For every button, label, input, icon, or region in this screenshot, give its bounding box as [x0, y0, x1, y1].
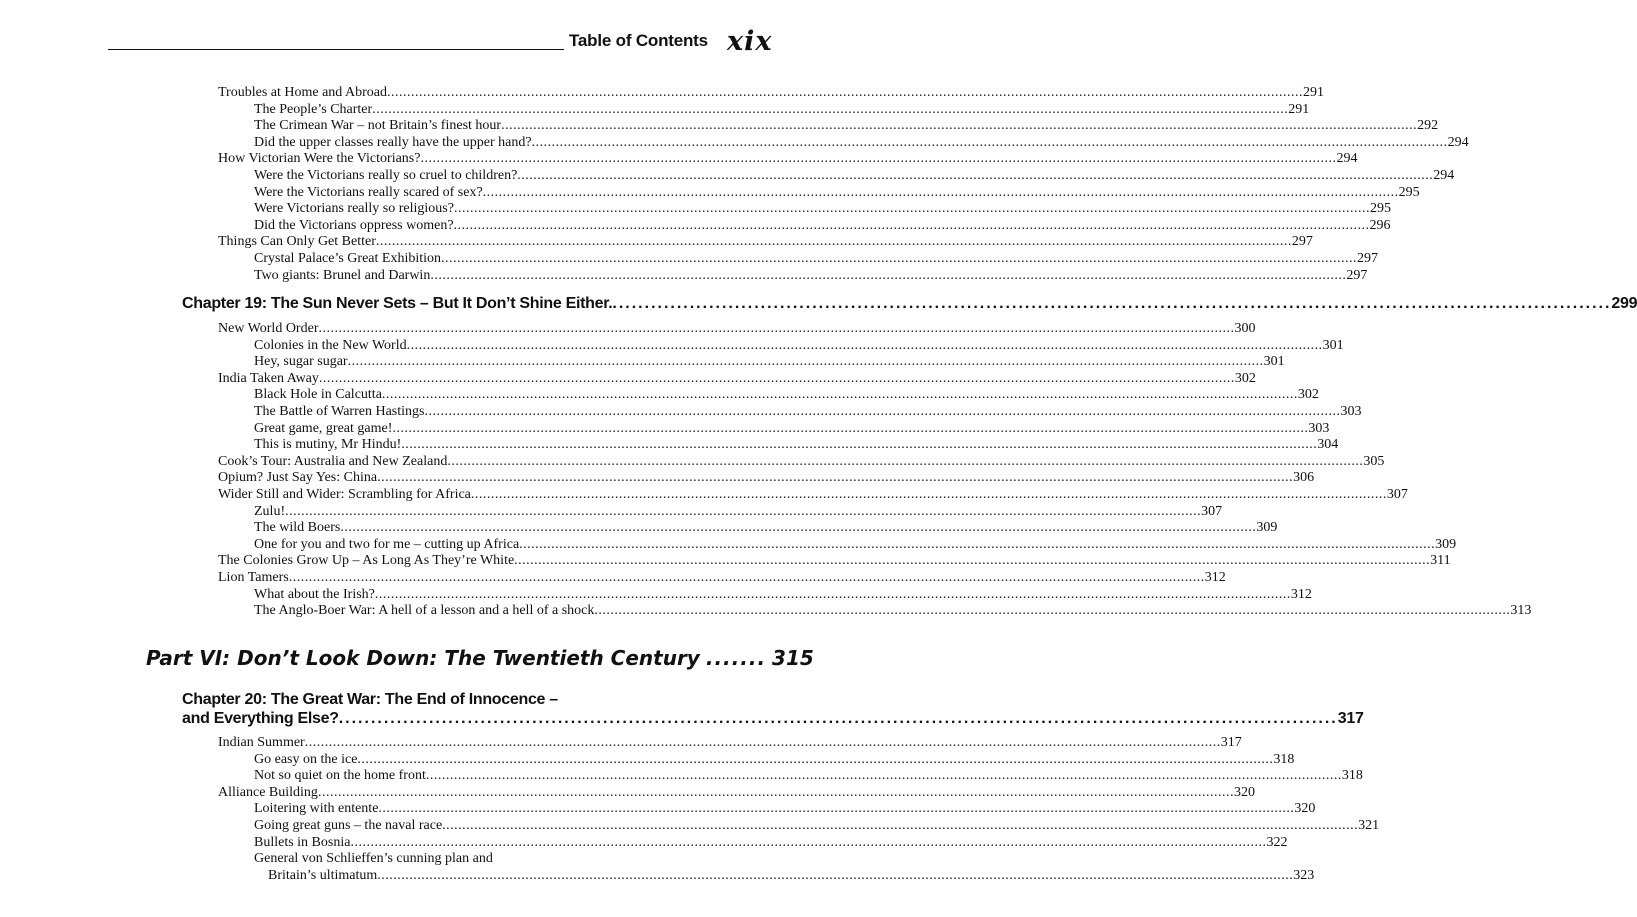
entry-page: 305 — [1363, 453, 1385, 469]
entry-page: 309 — [1435, 536, 1457, 552]
toc-entry[interactable] — [254, 184, 1420, 202]
entry-title: Zulu! — [254, 503, 286, 519]
entry-page: 296 — [1369, 217, 1391, 233]
chapter-20-heading-line2[interactable] — [182, 710, 1364, 728]
entry-title: Bullets in Bosnia — [254, 834, 351, 850]
entry-title: The wild Boers — [254, 520, 341, 536]
page-folio: xix — [727, 26, 773, 57]
entry-page: 309 — [1256, 520, 1278, 536]
entry-page: 295 — [1398, 184, 1420, 200]
toc-entry[interactable] — [254, 420, 1330, 438]
toc-entry[interactable] — [218, 321, 1256, 338]
toc-entry[interactable] — [254, 818, 1380, 835]
entry-title: Crystal Palace’s Great Exhibition — [254, 251, 442, 266]
entry-title: Going great guns – the naval race — [254, 818, 443, 833]
chapter-title: Chapter 19: The Sun Never Sets – But It Don’t Shine Either. — [182, 295, 613, 312]
entry-title: Hey, sugar sugar — [254, 354, 348, 370]
chapter-19-heading[interactable] — [182, 295, 1637, 313]
entry-title: Lion Tamers — [218, 570, 289, 585]
entry-title: The People’s Charter — [254, 101, 373, 117]
entry-title: India Taken Away — [218, 370, 319, 386]
part-6-heading[interactable] — [146, 646, 814, 670]
entry-page: 297 — [1357, 251, 1379, 266]
toc-entry[interactable] — [254, 834, 1288, 852]
entry-title: Alliance Building — [218, 784, 318, 800]
entry-title: Loitering with entente — [254, 801, 379, 817]
entry-page: 301 — [1322, 337, 1344, 353]
entry-title: Go easy on the ice — [254, 751, 358, 767]
chapter-page: 299 — [1611, 295, 1637, 312]
toc-entry[interactable] — [254, 267, 1368, 285]
entry-page: 311 — [1430, 553, 1451, 569]
toc-entry[interactable] — [218, 553, 1451, 570]
toc-entry[interactable] — [254, 101, 1310, 119]
toc-entry[interactable] — [254, 168, 1455, 185]
entry-title: The Colonies Grow Up – As Long As They’re White — [218, 553, 515, 569]
toc-entry[interactable] — [254, 751, 1295, 769]
entry-page: 307 — [1386, 487, 1408, 502]
entry-page: 304 — [1317, 437, 1339, 453]
entry-title: Did the Victorians oppress women? — [254, 217, 454, 233]
toc-entry-schlieffen-line2[interactable]: Britain’s ultimatum ..... 323 — [268, 868, 690, 885]
entry-page: 306 — [1293, 470, 1315, 486]
toc-entry[interactable] — [218, 784, 1255, 802]
entry-page: 318 — [1273, 751, 1295, 767]
entry-page: 317 — [1220, 735, 1242, 750]
toc-entry[interactable] — [218, 85, 1325, 102]
entry-title: Were Victorians really so religious? — [254, 201, 454, 217]
part-leader-dots: ....... — [705, 646, 767, 670]
part-page: 315 — [772, 646, 814, 670]
entry-page: 291 — [1288, 101, 1310, 117]
toc-entry[interactable] — [218, 487, 1408, 504]
toc-entry[interactable] — [254, 520, 1278, 537]
entry-page: 312 — [1204, 570, 1226, 585]
toc-entry[interactable] — [218, 234, 1313, 251]
entry-page: 320 — [1294, 801, 1316, 817]
chapter-title-continued: and Everything Else? — [182, 710, 339, 727]
entry-page: 295 — [1369, 201, 1391, 217]
entry-page: 313 — [1510, 603, 1532, 619]
part-title: Part VI: Don’t Look Down: The Twentieth Century — [146, 646, 700, 670]
entry-page: 321 — [1358, 818, 1380, 833]
chapter-page: 317 — [1337, 710, 1364, 727]
entry-page: 297 — [1291, 234, 1313, 250]
entry-title: This is mutiny, Mr Hindu! — [254, 437, 402, 453]
toc-entry[interactable] — [254, 404, 1362, 421]
entry-title: Great game, great game! — [254, 420, 393, 436]
toc-entry[interactable] — [218, 570, 1226, 587]
toc-entry[interactable] — [218, 735, 1242, 752]
entry-title: The Crimean War – not Britain’s finest hour — [254, 118, 502, 134]
toc-entry[interactable] — [254, 768, 1363, 785]
entry-page: 307 — [1201, 503, 1223, 519]
entry-title: Did the upper classes really have the upper hand? — [254, 134, 532, 150]
toc-entry[interactable] — [218, 470, 1315, 487]
entry-title: One for you and two for me – cutting up Africa — [254, 536, 520, 552]
toc-entry[interactable] — [218, 453, 1385, 471]
toc-entry[interactable] — [254, 337, 1344, 355]
entry-page: 303 — [1308, 420, 1330, 436]
entry-page: 291 — [1303, 85, 1325, 100]
toc-entry[interactable] — [254, 586, 1312, 604]
toc-entry[interactable] — [254, 201, 1391, 218]
entry-title: Not so quiet on the home front — [254, 768, 426, 784]
entry-title: Black Hole in Calcutta — [254, 387, 382, 403]
entry-page: 322 — [1266, 834, 1288, 850]
toc-entry[interactable] — [254, 387, 1319, 404]
entry-page: 320 — [1233, 784, 1255, 800]
toc-entry[interactable] — [218, 370, 1256, 388]
entry-page: 294 — [1336, 151, 1358, 167]
entry-page: 302 — [1297, 387, 1319, 403]
entry-page: 303 — [1340, 404, 1362, 419]
entry-title: Troubles at Home and Abroad — [218, 85, 388, 100]
entry-title: The Anglo-Boer War: A hell of a lesson and a hell of a shock — [254, 603, 595, 619]
entry-page: 294 — [1447, 134, 1469, 150]
entry-title: New World Order — [218, 321, 319, 336]
entry-title: Were the Victorians really scared of sex? — [254, 184, 483, 200]
entry-title: Indian Summer — [218, 735, 305, 750]
entry-page: 297 — [1346, 267, 1368, 283]
entry-title: Things Can Only Get Better — [218, 234, 376, 250]
toc-entry[interactable] — [254, 603, 1532, 620]
entry-page: 294 — [1433, 168, 1455, 183]
entry-title: Wider Still and Wider: Scrambling for Africa — [218, 487, 471, 502]
toc-entry[interactable] — [254, 437, 1339, 454]
entry-page: 318 — [1341, 768, 1363, 784]
entry-title: Cook’s Tour: Australia and New Zealand — [218, 453, 448, 469]
entry-page: 312 — [1290, 586, 1312, 602]
entry-page: 301 — [1263, 354, 1285, 370]
chapter-20-heading-line1[interactable]: Chapter 20: The Great War: The End of Innocence – — [182, 691, 558, 708]
entry-page: 292 — [1417, 118, 1439, 134]
entry-title: Colonies in the New World — [254, 337, 407, 353]
header-rule — [108, 49, 564, 50]
entry-title: Opium? Just Say Yes: China — [218, 470, 378, 486]
entry-title: The Battle of Warren Hastings — [254, 404, 425, 419]
entry-title: How Victorian Were the Victorians? — [218, 151, 421, 167]
toc-entry-schlieffen-line1[interactable]: General von Schlieffen’s cunning plan and — [254, 851, 493, 866]
entry-page: 302 — [1234, 370, 1256, 386]
toc-entry[interactable] — [254, 134, 1469, 152]
toc-entry[interactable] — [254, 217, 1391, 235]
entry-page: 300 — [1234, 321, 1256, 336]
toc-entry[interactable] — [254, 536, 1457, 554]
running-header-title: Table of Contents — [569, 31, 708, 50]
toc-entry[interactable] — [254, 118, 1439, 135]
toc-entry[interactable] — [254, 251, 1379, 268]
entry-title: Two giants: Brunel and Darwin — [254, 267, 431, 283]
toc-entry[interactable] — [254, 503, 1223, 521]
entry-title: Were the Victorians really so cruel to children? — [254, 168, 518, 183]
toc-entry[interactable] — [254, 354, 1285, 371]
toc-entry[interactable] — [254, 801, 1316, 818]
entry-title: What about the Irish? — [254, 586, 375, 602]
toc-entry[interactable] — [218, 151, 1358, 168]
